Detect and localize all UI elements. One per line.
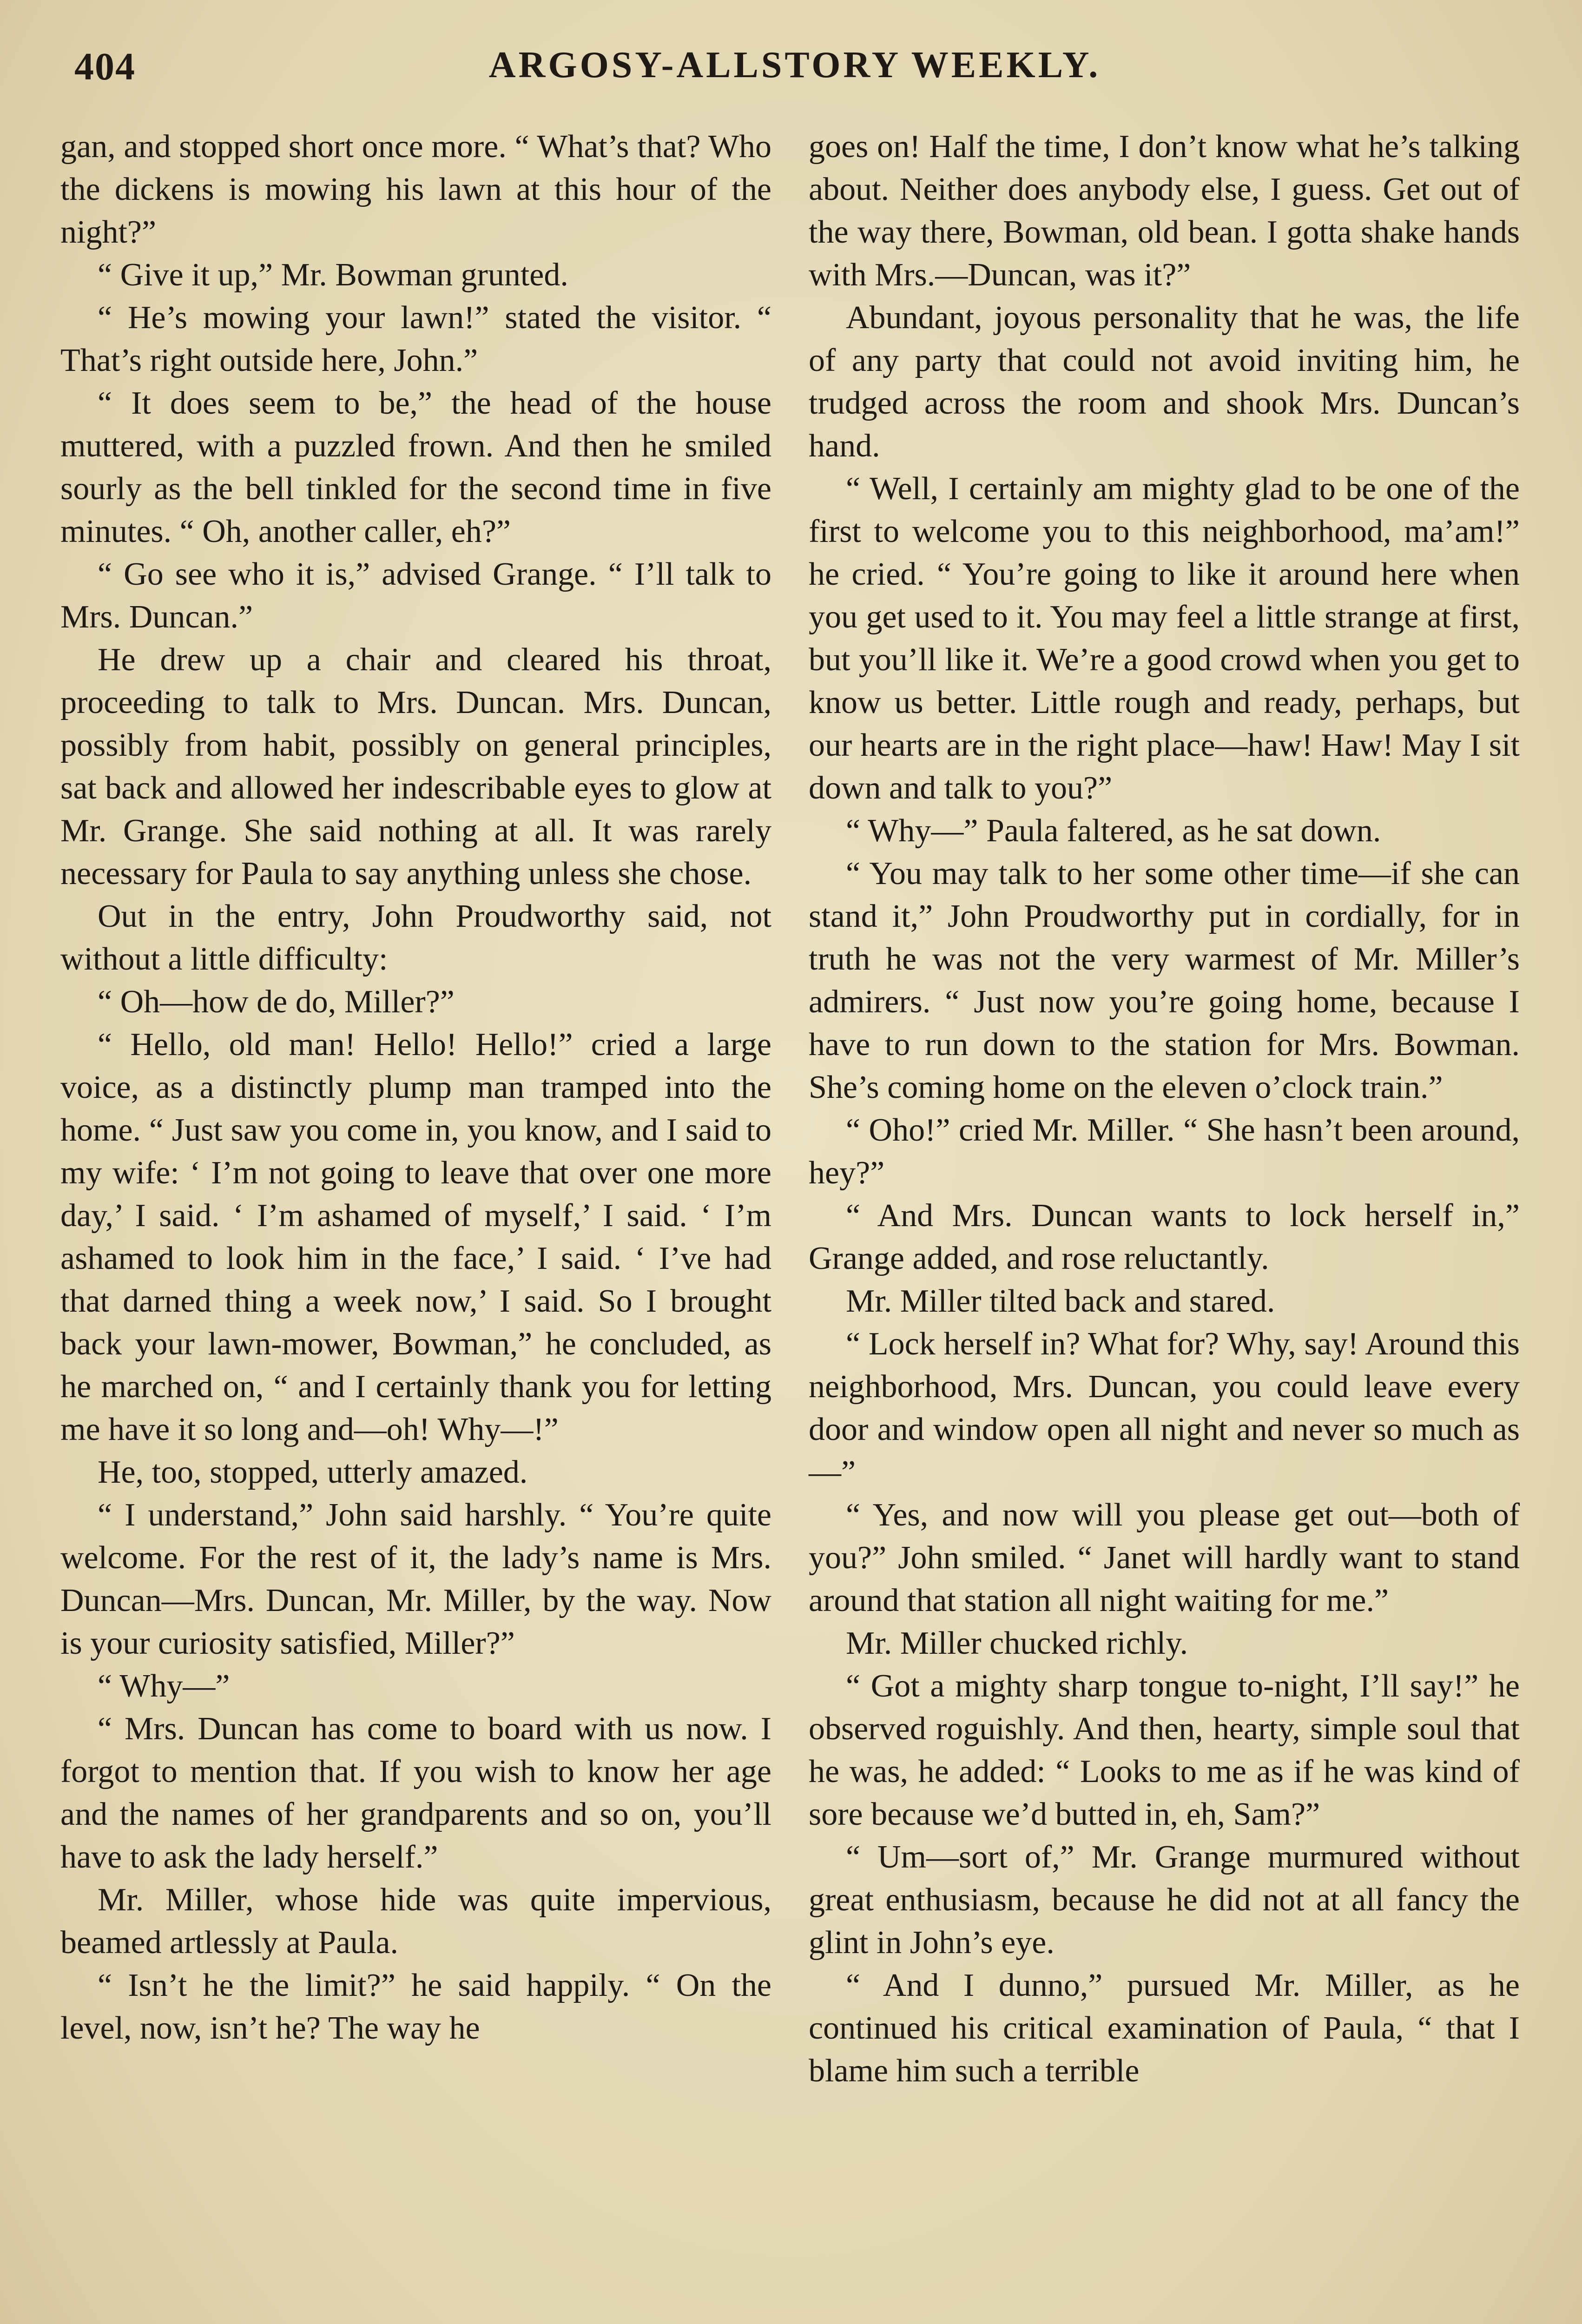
paragraph: “ Why—”: [98, 1668, 230, 1704]
paragraph: He, too, stopped, utterly amazed.: [98, 1454, 528, 1490]
paragraph: “ Lock herself in? What for? Why, say! Around this neighborhood, Mrs. Duncan, you could leave every door and window open all night and never so much as—”: [809, 1326, 1520, 1490]
paragraph: “ Hello, old man! Hello! Hello!” cried a large voice, as a distinctly plump man tramped into the home. “ Just saw you come in, you know, and I said to my wife: ‘ I’m not going to leave that over one more day,’ I said. ‘ I’m ashamed of myself,’ I said. ‘ I’m ashamed to look him in the face,’ I said. ‘ I’ve had that darned thing a week now,’ I said. So I brought back your lawn-mower, Bowman,” he concluded, as he marched on, “ and I certainly thank you for letting me have it so long and—oh! Why—!”: [60, 1027, 771, 1447]
paragraph: “ Isn’t he the limit?” he said happily. “ On the level, now, isn’t he? The way he: [60, 1967, 771, 2046]
paragraph: “ Give it up,” Mr. Bowman grunted.: [98, 257, 568, 293]
paragraph: Mr. Miller chucked richly.: [846, 1625, 1188, 1661]
page-header: [65, 44, 1524, 95]
paragraph: “ I understand,” John said harshly. “ You’re quite welcome. For the rest of it, the lady’s name is Mrs. Duncan—Mrs. Duncan, Mr. Miller, by the way. Now is your curiosity satisfied, Miller?”: [60, 1497, 771, 1661]
paragraph: “ Well, I certainly am mighty glad to be one of the first to welcome you to this neighborhood, ma’am!” he cried. “ You’re going to like it around here when you get used to it. You may feel a little strange at first, but you’ll like it. We’re a good crowd when you get to know us better. Little rough and ready, perhaps, but our hearts are in the right place—haw! Haw! May I sit down and talk to you?”: [809, 471, 1520, 806]
paragraph: gan, and stopped short once more. “ What’s that? Who the dickens is mowing his lawn at this hour of the night?”: [60, 129, 771, 250]
paragraph: “ Yes, and now will you please get out—both of you?” John smiled. “ Janet will hardly want to stand around that station all night waiting for me.”: [809, 1497, 1520, 1618]
paragraph: “ And I dunno,” pursued Mr. Miller, as he continued his critical examination of Paula, “ that I blame him such a terrible: [809, 1967, 1520, 2089]
paragraph: “ Oho!” cried Mr. Miller. “ She hasn’t been around, hey?”: [809, 1112, 1520, 1191]
paragraph: “ It does seem to be,” the head of the house muttered, with a puzzled frown. And then he smiled sourly as the bell tinkled for the second time in five minutes. “ Oh, another caller, eh?”: [60, 385, 771, 549]
page-number: 404: [74, 45, 136, 88]
paragraph: He drew up a chair and cleared his throat, proceeding to talk to Mrs. Duncan. Mrs. Duncan, possibly from habit, possibly on general principles, sat back and allowed her indescribable eyes to glow at Mr. Grange. She said nothing at all. It was rarely necessary for Paula to say anything unless she chose.: [60, 642, 771, 891]
paragraph: “ You may talk to her some other time—if she can stand it,” John Proudworthy put in cordially, for in truth he was not the very warmest of Mr. Miller’s admirers. “ Just now you’re going home, because I have to run down to the station for Mrs. Bowman. She’s coming home on the eleven o’clock train.”: [809, 856, 1520, 1105]
paragraph: “ He’s mowing your lawn!” stated the visitor. “ That’s right outside here, John.”: [60, 300, 771, 378]
paragraph: goes on! Half the time, I don’t know what he’s talking about. Neither does anybody else, I guess. Get out of the way there, Bowman, old bean. I gotta shake hands with Mrs.—Duncan, was it?”: [809, 129, 1520, 293]
paragraph: “ Mrs. Duncan has come to board with us now. I forgot to mention that. If you wish to know her age and the names of her grandparents and so on, you’ll have to ask the lady herself.”: [60, 1711, 771, 1875]
right-column: [809, 125, 1520, 2093]
paragraph: “ Oh—how de do, Miller?”: [98, 984, 455, 1020]
paragraph: Out in the entry, John Proudworthy said, not without a little difficulty:: [60, 898, 771, 977]
running-head: ARGOSY-ALLSTORY WEEKLY.: [488, 45, 1101, 86]
paragraph: “ Go see who it is,” advised Grange. “ I’ll talk to Mrs. Duncan.”: [60, 556, 771, 635]
paragraph: “ Um—sort of,” Mr. Grange murmured without great enthusiasm, because he did not at all fancy the glint in John’s eye.: [809, 1839, 1520, 1961]
paragraph: Abundant, joyous personality that he was, the life of any party that could not avoid inviting him, he trudged across the room and shook Mrs. Duncan’s hand.: [809, 300, 1520, 464]
paragraph: “ And Mrs. Duncan wants to lock herself in,” Grange added, and rose reluctantly.: [809, 1198, 1520, 1276]
paragraph: “ Got a mighty sharp tongue to-night, I’ll say!” he observed roguishly. And then, hearty, simple soul that he was, he added: “ Looks to me as if he was kind of sore because we’d butted in, eh, Sam?”: [809, 1668, 1520, 1832]
paragraph: Mr. Miller, whose hide was quite impervious, beamed artlessly at Paula.: [60, 1882, 771, 1961]
paragraph: “ Why—” Paula faltered, as he sat down.: [846, 813, 1381, 849]
paragraph: Mr. Miller tilted back and stared.: [846, 1283, 1275, 1319]
left-column: [60, 125, 771, 2050]
